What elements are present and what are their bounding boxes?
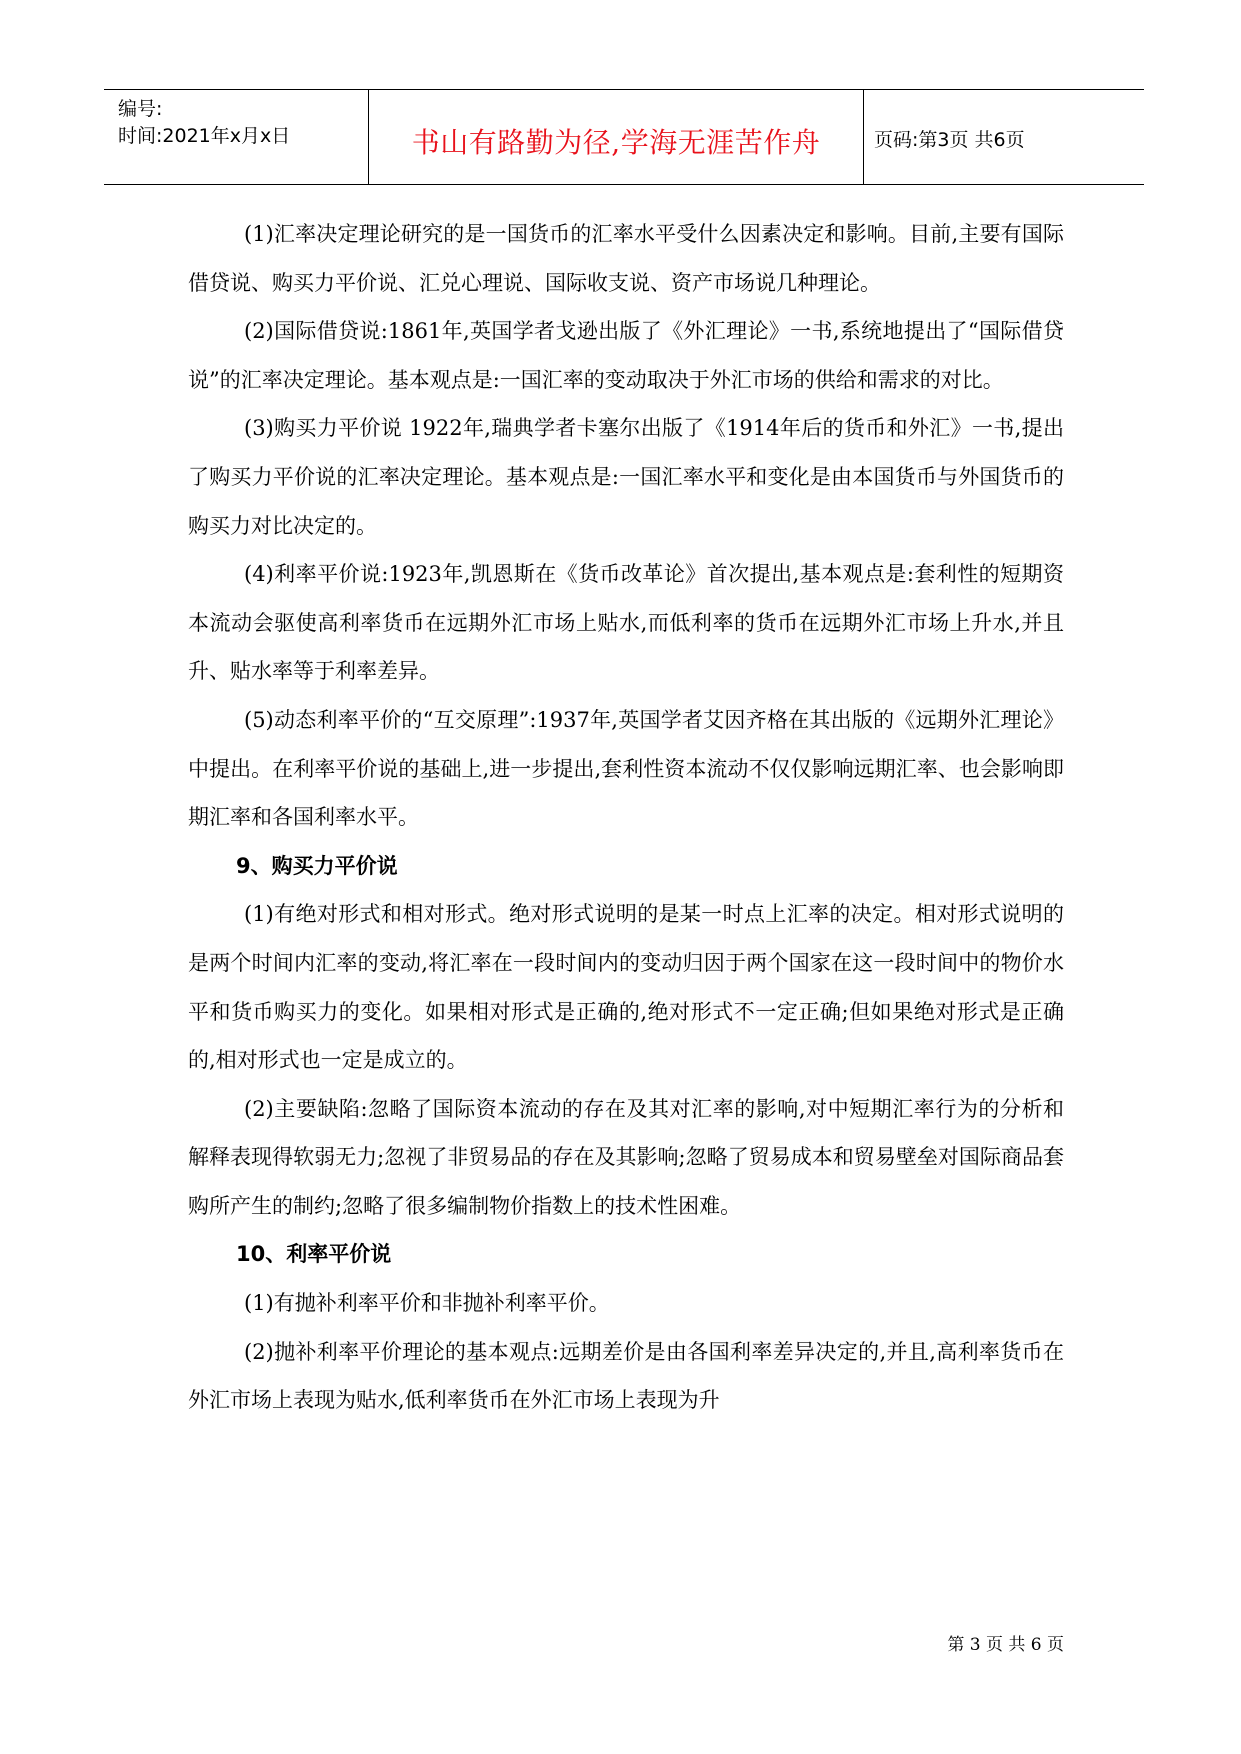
- paragraph: (1)汇率决定理论研究的是一国货币的汇率水平受什么因素决定和影响。目前,主要有国际借贷说、购买力平价说、汇兑心理说、国际收支说、资产市场说几种理论。: [188, 222, 1064, 295]
- document-number-label: 编号:: [118, 98, 163, 120]
- header-left-cell: [104, 90, 369, 184]
- paragraph: (1)有绝对形式和相对形式。绝对形式说明的是某一时点上汇率的决定。相对形式说明的是两个时间内汇率的变动,将汇率在一段时间内的变动归因于两个国家在这一段时间中的物价水平和货币购买力的变化。如果相对形式是正确的,绝对形式不一定正确;但如果绝对形式是正确的,相对形式也一定是成立的。: [188, 902, 1064, 1073]
- paragraph: (4)利率平价说:1923年,凯恩斯在《货币改革论》首次提出,基本观点是:套利性的短期资本流动会驱使高利率货币在远期外汇市场上贴水,而低利率的货币在远期外汇市场上升水,并且升、贴水率等于利率差异。: [188, 562, 1064, 684]
- paragraph: (2)抛补利率平价理论的基本观点:远期差价是由各国利率差异决定的,并且,高利率货币在外汇市场上表现为贴水,低利率货币在外汇市场上表现为升: [188, 1339, 1064, 1413]
- header-page-info: 页码:第3页 共6页: [874, 129, 1025, 151]
- page-footer: 第 3 页 共 6 页: [947, 1635, 1064, 1655]
- document-time-label: 时间:2021年x月x日: [118, 125, 291, 147]
- section-heading: 10、利率平价说: [236, 1242, 392, 1267]
- section-heading: 9、购买力平价说: [236, 853, 398, 878]
- paragraph: (2)主要缺陷:忽略了国际资本流动的存在及其对汇率的影响,对中短期汇率行为的分析和解释表现得软弱无力;忽视了非贸易品的存在及其影响;忽略了贸易成本和贸易壁垒对国际商品套购所产生的制约;忽略了很多编制物价指数上的技术性困难。: [188, 1096, 1064, 1218]
- paragraph: (1)有抛补利率平价和非抛补利率平价。: [244, 1291, 610, 1316]
- paragraph: (3)购买力平价说 1922年,瑞典学者卡塞尔出版了《1914年后的货币和外汇》一书,提出了购买力平价说的汇率决定理论。基本观点是:一国汇率水平和变化是由本国货币与外国货币的购买力对比决定的。: [188, 416, 1064, 538]
- header-right-cell: [864, 90, 1144, 184]
- paragraph: (2)国际借贷说:1861年,英国学者戈逊出版了《外汇理论》一书,系统地提出了“国际借贷说”的汇率决定理论。基本观点是:一国汇率的变动取决于外汇市场的供给和需求的对比。: [188, 319, 1064, 392]
- document-body: [188, 210, 1064, 1425]
- page-header: [104, 89, 1144, 185]
- header-motto: 书山有路勤为径,学海无涯苦作舟: [411, 126, 821, 159]
- header-middle-cell: [369, 90, 864, 184]
- paragraph: (5)动态利率平价的“互交原理”:1937年,英国学者艾因齐格在其出版的《远期外汇理论》中提出。在利率平价说的基础上,进一步提出,套利性资本流动不仅仅影响远期汇率、也会影响即期汇率和各国利率水平。: [188, 707, 1064, 830]
